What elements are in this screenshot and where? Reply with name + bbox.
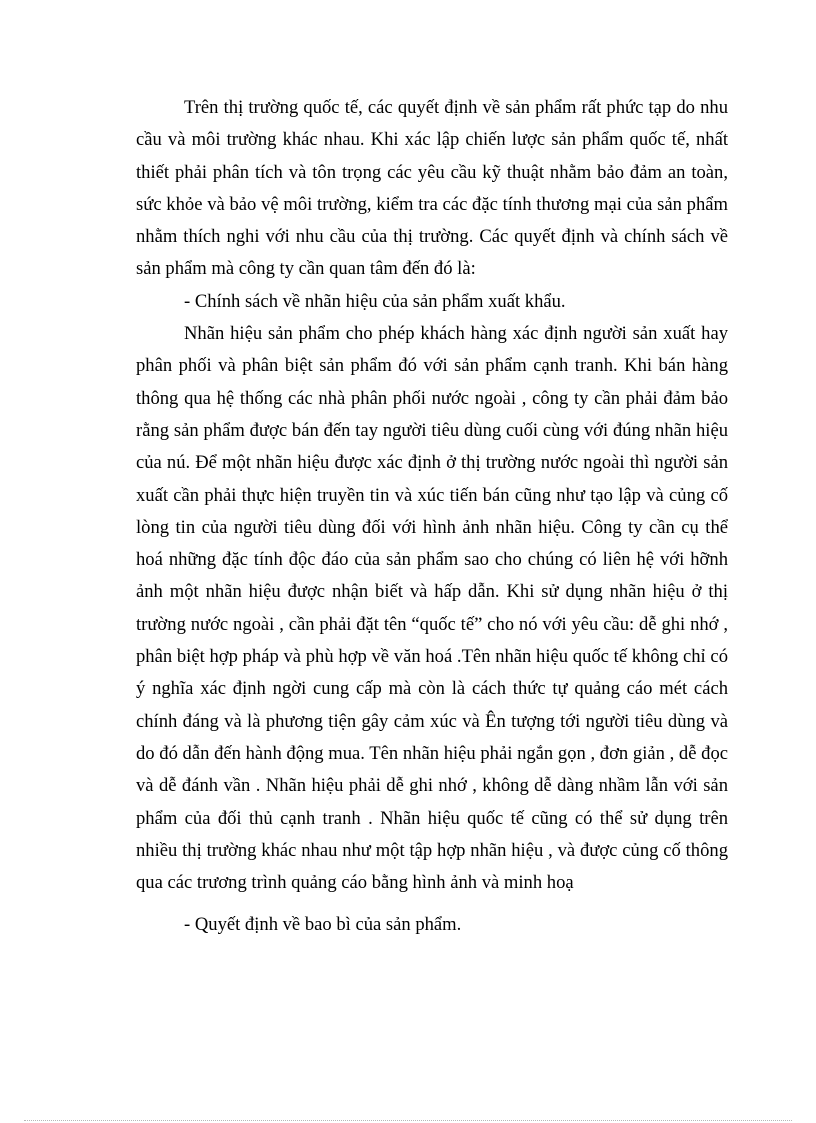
paragraph-brand: Nhãn hiệu sản phẩm cho phép khách hàng xác định người sản xuất hay phân phối và phân biệt sản phẩm đó với sản phẩm cạnh tranh. Khi bán hàng thông qua hệ thống các nhà phân phối nước ngoài , công ty cần phải đảm bảo rằng sản phẩm được bán đến tay người tiêu dùng cuối cùng với đúng nhãn hiệu của nú. Để một nhãn hiệu được xác định ở thị trường nước ngoài thì người sản xuất cần phải thực hiện truyền tin và xúc tiến bán cũng như tạo lập và củng cố lòng tin của người tiêu dùng đối với hình ảnh nhãn hiệu. Công ty cần cụ thể hoá những đặc tính độc đáo của sản phẩm sao cho chúng có liên hệ với hỡnh ảnh một nhãn hiệu được nhận biết và hấp dẫn. Khi sử dụng nhãn hiệu ở thị trường nước ngoài , cần phải đặt tên “quốc tế” cho nó với yêu cầu: dễ ghi nhớ , phân biệt hợp pháp và phù hợp về văn hoá .Tên nhãn hiệu quốc tế không chỉ có ý nghĩa xác định ngời cung cấp mà còn là cách thức tự quảng cáo mét cách chính đáng và là phương tiện gây cảm xúc và Ên tượng tới người tiêu dùng và do đó dẫn đến hành động mua. Tên nhãn hiệu phải ngắn gọn , đơn giản , dễ đọc và dễ đánh vần . Nhãn hiệu phải dễ ghi nhớ , không dễ dàng nhầm lẫn với sản phẩm của đối thủ cạnh tranh . Nhãn hiệu quốc tế cũng có thể sử dụng trên nhiều thị trường khác nhau như một tập hợp nhãn hiệu , và được củng cố thông qua các trương trình quảng cáo bằng hình ảnh và minh hoạ [136, 323, 728, 894]
paragraph-intro: Trên thị trường quốc tế, các quyết định về sản phẩm rất phức tạp do nhu cầu và môi trường khác nhau. Khi xác lập chiến lược sản phẩm quốc tế, nhất thiết phải phân tích và tôn trọng các yêu cầu kỹ thuật nhằm bảo đảm an toàn, sức khỏe và bảo vệ môi trường, kiểm tra các đặc tính thương mại của sản phẩm nhằm thích nghi với nhu cầu của thị trường. Các quyết định và chính sách về sản phẩm mà công ty cần quan tâm đến đó là: [136, 97, 728, 280]
document-body [136, 92, 728, 942]
page-bottom-divider [24, 1120, 792, 1121]
heading-packaging-decision: - Quyết định về bao bì của sản phẩm. [184, 914, 462, 936]
heading-brand-policy: - Chính sách về nhãn hiệu của sản phẩm xuất khẩu. [184, 290, 566, 312]
